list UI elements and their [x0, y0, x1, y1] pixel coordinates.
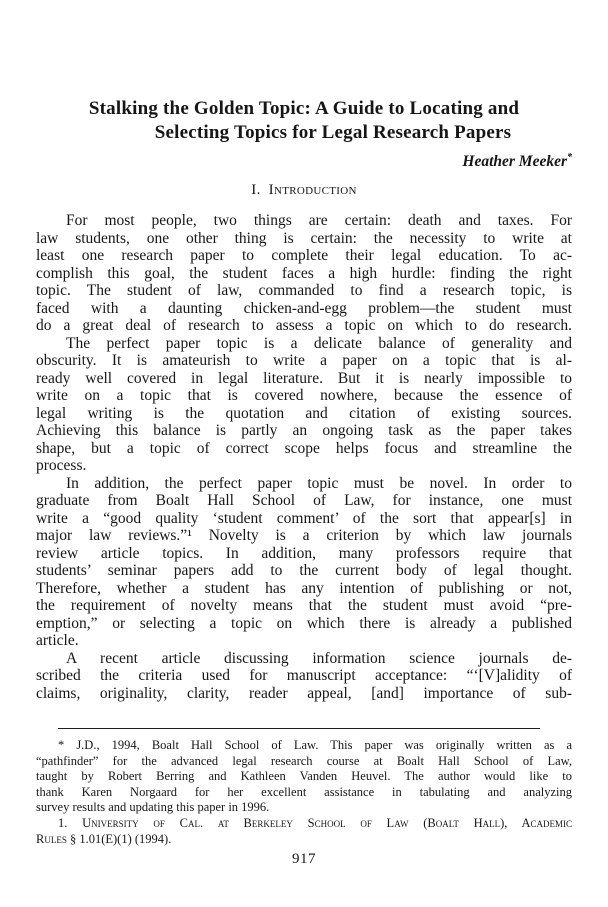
author-byline: [36, 153, 572, 171]
text-line: write on a topic that is covered nowhere, because the essence of: [36, 387, 572, 404]
text-line: process.: [36, 457, 87, 474]
text-line: scribed the criteria used for manuscript acceptance: “‘[V]alidity of: [36, 667, 572, 684]
article-title: [36, 97, 572, 145]
page-content: [0, 97, 608, 847]
text-line: Rules § 1.01(E)(1) (1994).: [36, 831, 172, 846]
text-line: A recent article discussing information science journals de-: [66, 649, 572, 667]
page-number: 917: [292, 851, 316, 867]
text-line: survey results and updating this paper in 1996.: [36, 800, 270, 815]
author-name: Heather Meeker: [462, 153, 567, 170]
text-line: article.: [36, 632, 79, 649]
text-line: students’ seminar papers add to the current body of legal thought.: [36, 562, 572, 579]
text-line: the requirement of novelty means that the student must avoid “pre-: [36, 597, 572, 614]
text-line: legal writing is the quotation and citation of existing sources.: [36, 404, 572, 422]
text-line: “pathfinder” for the advanced legal research course at Boalt Hall School of Law,: [36, 753, 572, 768]
text-line: thank Karen Norgaard for her excellent assistance in tabulating and analyzing: [36, 784, 572, 799]
section-heading: [36, 182, 572, 199]
paragraph: [36, 475, 572, 650]
text-line: shape, but a topic of correct scope helps focus and streamline the: [36, 439, 572, 457]
text-line: review article topics. In addition, many professors require that: [36, 544, 572, 562]
author-footnote-ref: *: [567, 151, 572, 163]
paragraph: [36, 650, 572, 703]
text-line: The perfect paper topic is a delicate balance of generality and: [66, 334, 572, 352]
paragraph: [36, 212, 572, 335]
text-line: emption,” or selecting a topic on which there is already a published: [36, 614, 572, 632]
text-line: taught by Robert Berring and Kathleen Vanden Heuvel. The author would like to: [36, 769, 572, 784]
footnote-separator: [58, 728, 540, 729]
text-line: Therefore, whether a student has any intention of publishing or not,: [36, 579, 572, 597]
text-line: obscurity. It is amateurish to write a paper on a topic that is al-: [36, 352, 572, 369]
text-line: write a “good quality ‘student comment’ of the sort that appear[s] in: [36, 509, 572, 527]
text-line: 1. University of Cal. at Berkeley School of Law (Boalt Hall), Academic: [58, 815, 572, 830]
text-line: least one research paper to complete their legal education. To ac-: [36, 247, 572, 264]
text-line: * J.D., 1994, Boalt Hall School of Law. This paper was originally written as a: [58, 738, 572, 752]
text-line: claims, originality, clarity, reader appeal, [and] importance of sub-: [36, 684, 572, 702]
title-line-2: Selecting Topics for Legal Research Papers: [154, 122, 512, 143]
section-numeral: I.: [251, 182, 261, 198]
text-line: topic. The student of law, commanded to find a research topic, is: [36, 282, 572, 299]
text-line: ready well covered in legal literature. But it is nearly impossible to: [36, 369, 572, 387]
footnote: [36, 816, 572, 847]
text-line: do a great deal of research to assess a topic on which to do research.: [36, 317, 572, 334]
text-line: faced with a daunting chicken-and-egg problem—the student must: [36, 299, 572, 317]
text-line: graduate from Boalt Hall School of Law, for instance, one must: [36, 492, 572, 509]
text-line: In addition, the perfect paper topic must be novel. In order to: [66, 474, 572, 492]
text-line: law students, one other thing is certain: the necessity to write at: [36, 229, 572, 247]
footnote: [36, 738, 572, 816]
article-body: [36, 212, 572, 702]
text-line: complish this goal, the student faces a high hurdle: finding the right: [36, 264, 572, 282]
paragraph: [36, 335, 572, 475]
section-title: Introduction: [268, 182, 357, 198]
text-line: major law reviews.”¹ Novelty is a criterion by which law journals: [36, 527, 572, 544]
footnotes-section: [36, 738, 572, 847]
text-line: For most people, two things are certain: death and taxes. For: [66, 212, 572, 229]
title-line-1: Stalking the Golden Topic: A Guide to Locating and: [88, 98, 520, 119]
text-line: Achieving this balance is partly an ongoing task as the paper takes: [36, 422, 572, 439]
